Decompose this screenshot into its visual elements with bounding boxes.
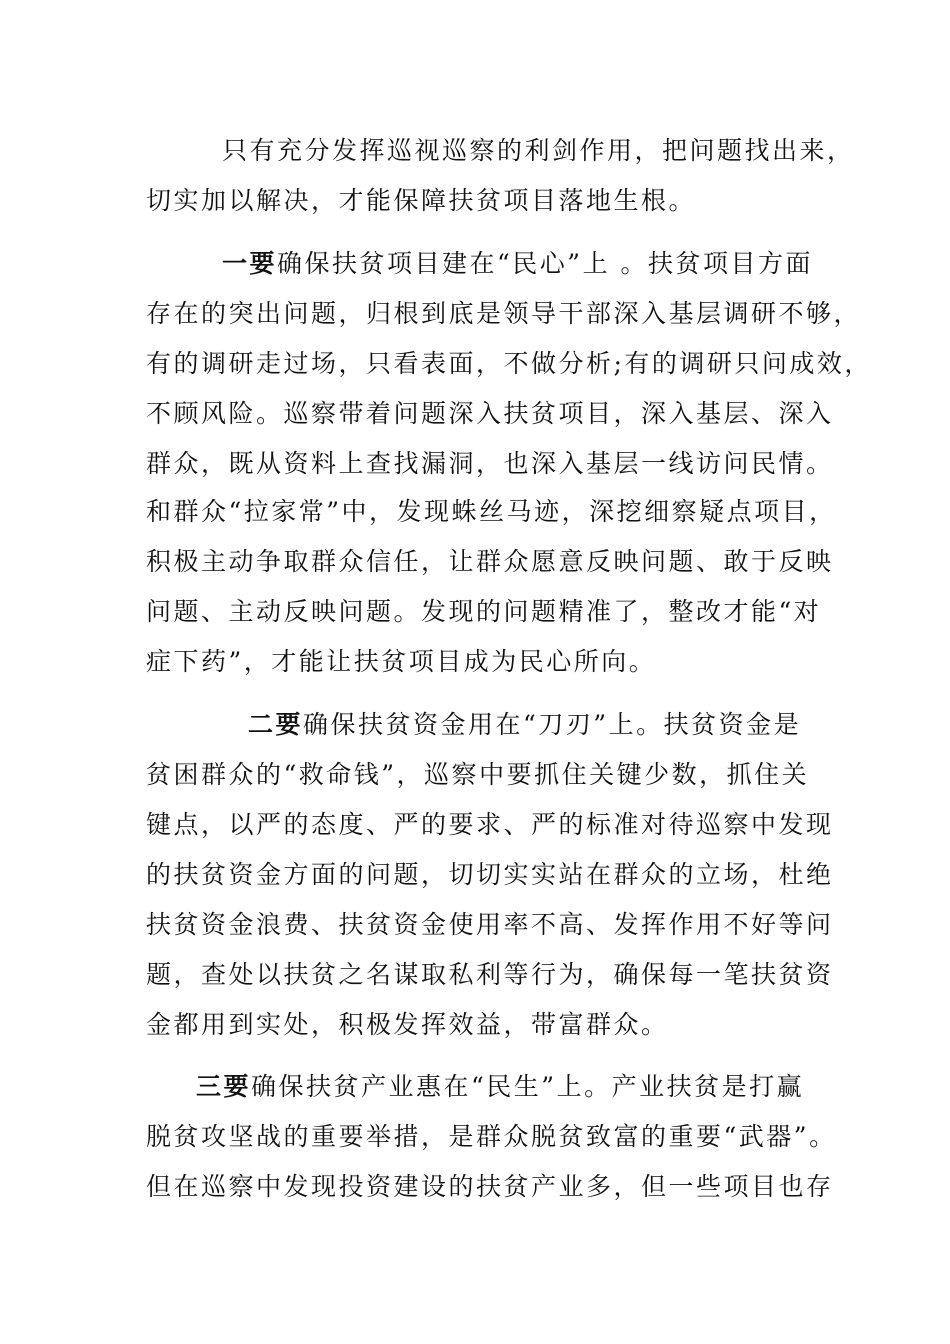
paragraph-3-line-4: 的扶贫资金方面的问题，切切实实站在群众的立场，杜绝 (146, 860, 834, 889)
paragraph-3-line-3: 键点，以严的态度、严的要求、严的标准对待巡察中发现 (146, 810, 834, 839)
paragraph-3-lead: 二要 (248, 710, 304, 739)
paragraph-2-line-2: 存在的突出问题，归根到底是领导干部深入基层调研不够， (146, 299, 862, 328)
paragraph-4-line-3: 但在巡察中发现投资建设的扶贫产业多，但一些项目也存 (146, 1172, 834, 1201)
paragraph-2-line-6: 和群众“拉家常”中，发现蛛丝马迹，深挖细察疑点项目， (146, 497, 837, 526)
paragraph-4-first-line (196, 1069, 804, 1105)
paragraph-2-line-1: 确保扶贫项目建在“民心”上 。扶贫项目方面 (277, 249, 814, 278)
paragraph-3-line-6: 题，查处以扶贫之名谋取私利等行为，确保每一笔扶贫资 (146, 960, 834, 989)
paragraph-2-first-line (222, 246, 813, 282)
paragraph-1-line-2: 切实加以解决，才能保障扶贫项目落地生根。 (146, 186, 697, 215)
paragraph-2-line-9: 症下药”，才能让扶贫项目成为民心所向。 (146, 647, 657, 676)
paragraph-3-first-line (248, 707, 801, 743)
paragraph-2-lead: 一要 (222, 249, 278, 278)
paragraph-2-line-7: 积极主动争取群众信任，让群众愿意反映问题、敢于反映 (146, 547, 834, 576)
paragraph-3-line-1: 确保扶贫资金用在“刀刃”上。扶贫资金是 (303, 710, 802, 739)
paragraph-2-line-3: 有的调研走过场，只看表面，不做分析;有的调研只问成效， (146, 349, 872, 378)
paragraph-2-line-4: 不顾风险。巡察带着问题深入扶贫项目，深入基层、深入 (146, 399, 834, 428)
paragraph-4-line-1: 确保扶贫产业惠在“民生”上。产业扶贫是打赢 (251, 1072, 805, 1101)
paragraph-4-line-2: 脱贫攻坚战的重要举措，是群众脱贫致富的重要“武器”。 (146, 1122, 837, 1151)
paragraph-3-line-2: 贫困群众的“救命钱”，巡察中要抓住关键少数，抓住关 (146, 760, 810, 789)
paragraph-3-line-7: 金都用到实处，积极发挥效益，带富群众。 (146, 1010, 669, 1039)
paragraph-3-line-5: 扶贫资金浪费、扶贫资金使用率不高、发挥作用不好等问 (146, 910, 834, 939)
paragraph-4-lead: 三要 (196, 1072, 252, 1101)
paragraph-2-line-5: 群众，既从资料上查找漏洞，也深入基层一线访问民情。 (146, 449, 834, 478)
paragraph-2-line-8: 问题、主动反映问题。发现的问题精准了，整改才能“对 (146, 597, 822, 626)
paragraph-1-line-1: 只有充分发挥巡视巡察的利剑作用，把问题找出来， (222, 136, 855, 165)
